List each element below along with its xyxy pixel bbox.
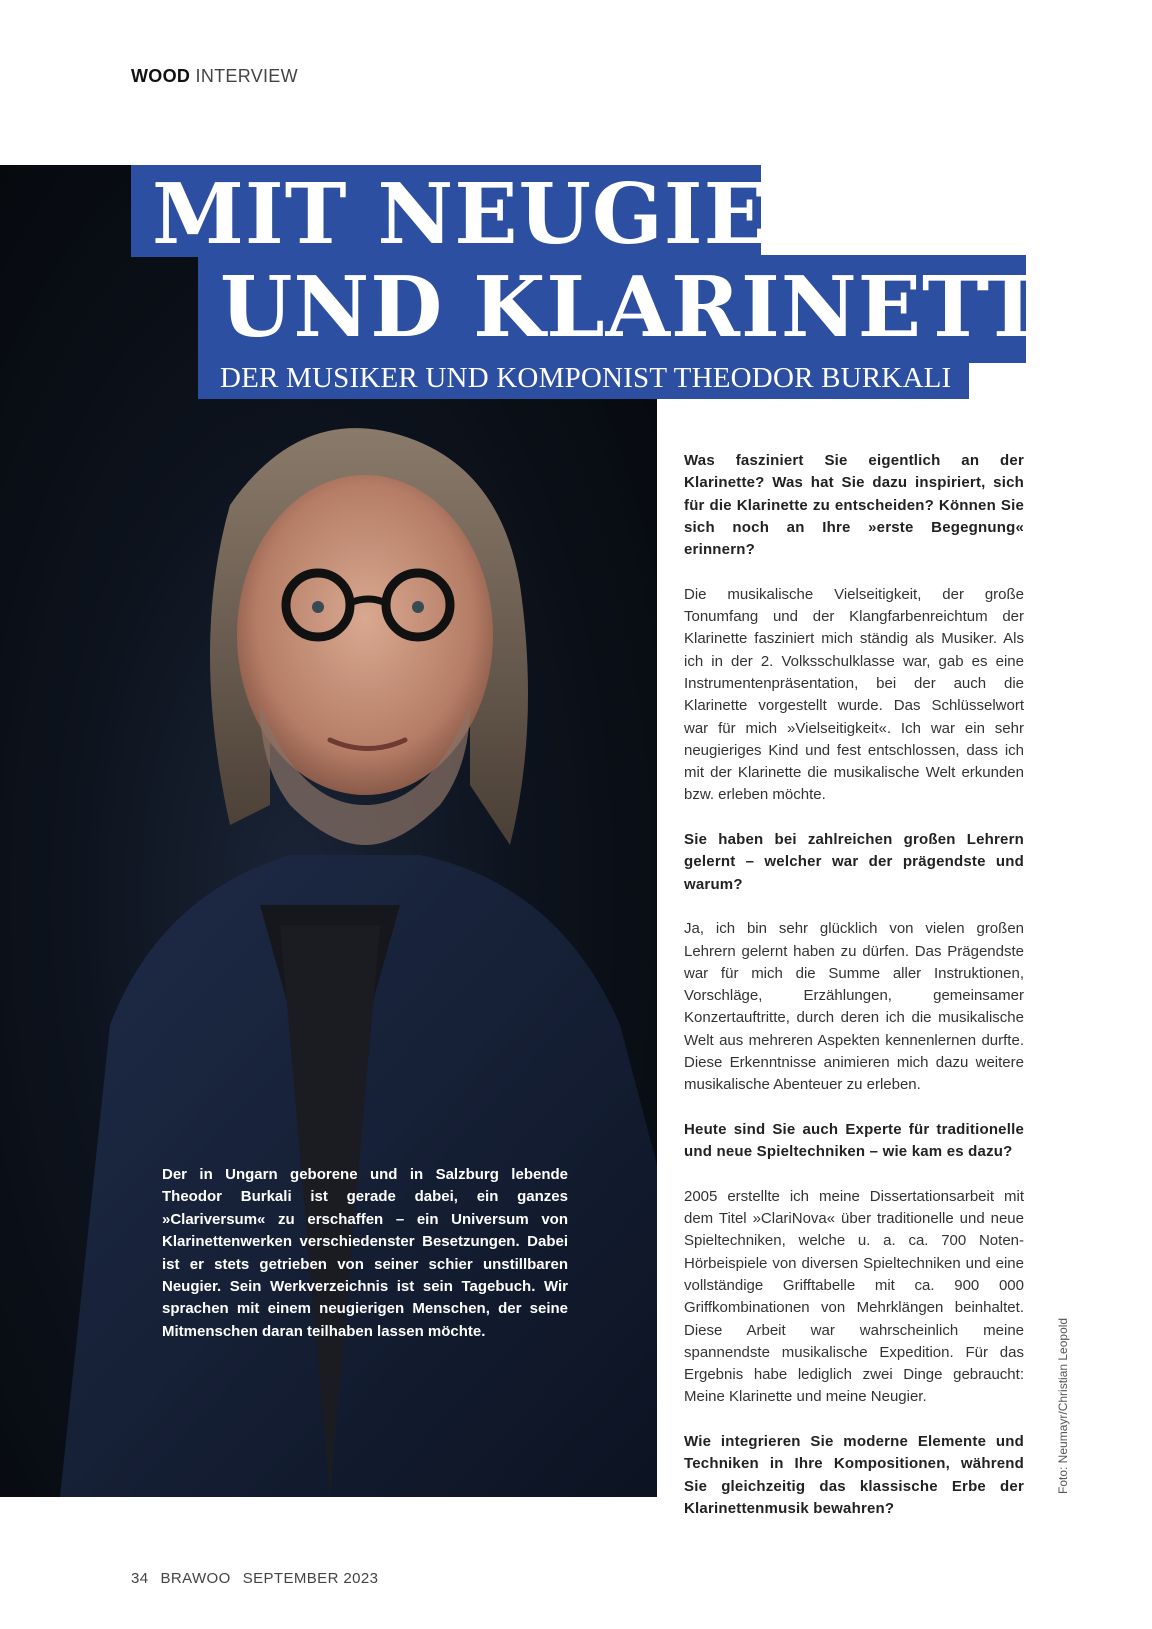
interview-answer: 2005 erstellte ich meine Dissertationsarbeit mit dem Titel »ClariNova« über traditionelle und neue Spieltechniken, welche u. a. ca. 700 Noten-Hörbeispiele von diversen Spieltechniken und eine vollständige Grifftabelle mit ca. 900 000 Griffkombinationen von Mehrklängen beinhaltet. Diese Arbeit war wahrscheinlich meine spannendste musikalische Expedition. Für das Ergebnis habe lediglich zwei Dinge gebraucht: Meine Klarinette und meine Neugier. <box>684 1187 1024 1406</box>
interview-question: Heute sind Sie auch Experte für traditionelle und neue Spieltechniken – wie kam es dazu? <box>684 1120 1024 1161</box>
issue-date: SEPTEMBER 2023 <box>242 1570 379 1587</box>
page-footer <box>131 1570 390 1587</box>
interview-answer: Die musikalische Vielseitigkeit, der große Tonumfang und der Klangfarbenreichtum der Klarinette fasziniert mich ständig als Musiker. Als ich in der 2. Volksschulklasse war, gab es eine Instrumentenpräsentation, bei der auch die Klarinette vorgestellt wurde. Das Schlüsselwort war für mich »Vielseitigkeit«. Ich war ein sehr neugieriges Kind und fest entschlossen, dass ich mit der Klarinette die musikalische Welt erkunden bzw. erleben möchte. <box>684 585 1024 804</box>
magazine-name: BRAWOO <box>160 1570 231 1587</box>
subtitle: DER MUSIKER UND KOMPONIST THEODOR BURKALI <box>220 362 952 394</box>
photo-credit: Foto: Neumayr/Christian Leopold <box>1056 1317 1070 1494</box>
headline-line-2: UND KLARINETTE <box>220 258 1109 356</box>
interview-question: Wie integrieren Sie moderne Elemente und Techniken in Ihre Kompositionen, während Sie gleichzeitig das klassische Erbe der Klarinettenmusik bewahren? <box>684 1433 1024 1517</box>
section-tag <box>131 66 298 87</box>
interview-column <box>684 450 1024 1543</box>
photo-caption: Der in Ungarn geborene und in Salzburg lebende Theodor Burkali ist gerade dabei, ein ganzes »Clariversum« zu erschaffen – ein Universum von Klarinettenwerken verschiedenster Besetzungen. Dabei ist er stets getrieben von seiner schier unstillbaren Neugier. Sein Werkverzeichnis ist sein Tagebuch. Wir sprachen mit einem neugierigen Menschen, der seine Mitmenschen daran teilhaben lassen möchte. <box>162 1166 568 1340</box>
headline-line-1: MIT NEUGIER <box>152 165 838 263</box>
page-number: 34 <box>131 1570 149 1587</box>
interview-question: Was fasziniert Sie eigentlich an der Klarinette? Was hat Sie dazu inspiriert, sich für die Klarinette zu entscheiden? Können Sie sich noch an Ihre »erste Begegnung« erinnern? <box>684 452 1024 559</box>
section-type: INTERVIEW <box>195 66 298 86</box>
section-name: WOOD <box>131 66 191 86</box>
interview-question: Sie haben bei zahlreichen großen Lehrern gelernt – welcher war der prägendste und warum? <box>684 831 1024 893</box>
interview-answer: Ja, ich bin sehr glücklich von vielen großen Lehrern gelernt haben zu dürfen. Das Prägendste war für mich die Summe aller Instruktionen, Vorschläge, Erzählungen, gemeinsamer Konzertauftritte, durch deren ich die musikalische Welt aus mehreren Aspekten kennenlernen durfte. Diese Erkenntnisse animieren mich dazu weitere musikalische Abenteuer zu erleben. <box>684 920 1024 1094</box>
